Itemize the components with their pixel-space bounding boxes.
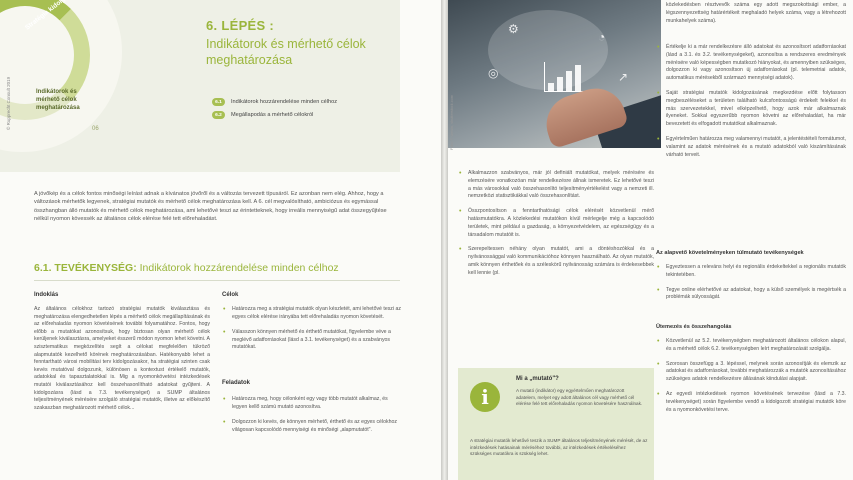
ring-number: 06 [92, 126, 99, 132]
info-footnote: A stratégiai mutatók lehetővé teszik a SUMP általános teljesítményének mérését, de az intézkedések hatásainak méréséhez további, az intézkedések értékeléséhez szükséges mutatókra is szükség lehet. [470, 438, 648, 457]
step-subtitle: Indikátorok és mérhető célok meghatározása [206, 37, 366, 67]
copyright: © Rupprecht Consult 2019 [6, 76, 11, 130]
justification-text: Az általános célokhoz tartozó stratégiai mutatók kiválasztása és meghatározása elengedhetetlen lépés a mérhető célok megállapításának és az előrehaladás nyomon követésének további folyamatához. Fontos, hogy előbb a mutatókat azonosítsuk, hogy biztosan olyan mérhető célok kerüljenek kiválasztásra, amelyeket ésszerű módon nyomon lehet követni. A szisztematikus megközelítés segít a célokat megfelelően tükröző alapmutatók kezelhető körének meghatározásában. Hatékonyabb lehet a fenntartható városi mobilitási terv kidolgozásakor, ha stratégiai szinten csak kevés mutatóval dolgozunk, különösen a kontextust értékelő mutatók, adatokkal és tapasztalatokkal is. Mig a nyomonkövetési intézkedések mutatói kiválasztásához kell összehasonlítható adatokat gyűjteni. A kidolgozásra (lásd a 7.3. tevékenységet) a SUMP általános teljesítményének mérésére szolgáló stratégiai mutatók, illetve az előkészítő szakaszban meghatározott mérhető célok... [34, 306, 210, 411]
goals-heading: Célok [222, 292, 239, 298]
trend-icon: ↗ [618, 70, 629, 84]
pie-chart-icon: ◔ [598, 30, 606, 44]
list-item: • Dolgozzon ki kevés, de könnyen mérhető, érthető és az egyes célokhoz világosan kapcsolódó mennyiségi és minőségi „alapmutatót". [222, 419, 402, 434]
book-gutter [441, 0, 448, 480]
list-item: • Összpontosítson a fenntarthatósági célok elérését közvetlenül mérő hatásmutatókra. A közlekedési mutatókon kívül mérlegelje még a kapcsolódó területek, mint például a gazdaság, a környezetvédelem, az egészségügy és a társadalom mutatóit is. [458, 208, 654, 239]
continued-text: közlekedésben résztvevők száma egy adott megszokottsági ember, a légszennyezettség határértékeit meghaladó helyek száma, vagy a létrehozott munkahelyek száma). [666, 2, 846, 24]
info-title: Mi a „mutató"? [516, 376, 559, 382]
activities-beyond-heading: Az alapvető követelményeken túlmutató tevékenységek [656, 250, 804, 256]
list-item: • Válasszon könnyen mérhető és érthető mutatókat, figyelembe véve a meglévő adatforrásokat (lásd a 3.1. tevékenységet) és a szabványos mutatókat. [222, 329, 402, 352]
justification-heading: Indoklás [34, 292, 59, 298]
list-item: • Értékelje ki a már rendelkezésre álló adatokat és azonosítsort adatforrásokat (lásd a 3.1. és 3.2. tevékenységeket), azonosítsa a rendszeres eredmények mérésére való képességben mutatkozó hiányokat, és amennyiben szükséges, dolgozzon ki vagy azonosítson új adatforrásokat (pl. telemetriai adatok, automatikus mérésekből származó mennyiségi adatok). [656, 44, 846, 83]
list-item: • Tegye online elérhetővé az adatokat, hogy a külső személyek is megértsék a problémák súlyosságát. [656, 287, 846, 303]
activity-number: 6.1 [212, 98, 225, 106]
info-body: A mutató (indikátor) egy egyértelműen meghatározott adatelem, melyet egy adott általános cél vagy mérhető cél elérése felé tett előrehaladás nyomon követésére használnak. [516, 388, 643, 407]
photo-credit: Fotó: © wewin, shutterstock.com [450, 95, 454, 150]
ring-sublabel: Indikátorok és mérhető célok meghatározása [36, 89, 80, 111]
step-title: 6. LÉPÉS : [206, 18, 275, 33]
list-item: • Egyértelműen határozza meg valamennyi mutatót, a jelentéstételi formátumot, valamint az adatok mérésének és a mutató adatokból való kiszámításának várható terveit. [656, 136, 846, 159]
list-item: • Közvetlenül az 5.2. tevékenységben meghatározott általános célokon alapul, és a mérhető célok 6.2. tevékenységben leírt meghatározását szolgálja. [656, 338, 846, 354]
list-item: • Alkalmazzon szabványos, már jól definiált mutatókat, melyek mérésére és elemzésére vonatkozóan már rendelkezésre állnak ismeretek. Ez lehetővé teszi a más városokkal való összehasonlító teljesítményértékelést vagy a nemzeti ill. nemzetközi statisztikákkal való összehasonlítást. [458, 170, 654, 201]
tasks-list [222, 396, 402, 442]
activity-number: 6.2 [212, 111, 225, 119]
gear-icon: ⚙ [508, 22, 519, 36]
activity-pill [212, 111, 313, 119]
indicator-guidance-list [458, 170, 654, 285]
list-item: • Határozza meg a stratégiai mutatók olyan készletét, ami lehetővé teszi az egyes célok elérése irányába tett előrehaladás nyomon követését. [222, 306, 402, 321]
target-icon: ◎ [488, 66, 499, 80]
intro-paragraph: A jövőkép és a célok fontos minőségi leírást adnak a kívánatos jövőről és a változás tervezett típusáról. Ez azonban nem elég. Ahhoz, hogy a változások mérhetők legyenek, stratégiai mutatók és mérhető célok meghatározása kell. A 6. cél megvalósítható, ambiciózus és egymással összhangban álló mutatók és mérhető célok meghatározása, ami lehetővé teszi az érintetteknek, hogy irreális mennyiségű adat összegyűjtése nélkül nyomon kövessék az általános célok elérése felé tett előrehaladást. [34, 191, 387, 223]
list-item: • Egyeztessen a releváns helyi és regionális érdekeltekkel a regionális mutatók tekintetében. [656, 264, 846, 280]
step-header [0, 0, 400, 172]
divider [34, 280, 400, 281]
task-continued-list [656, 44, 846, 166]
bar-chart-icon [544, 62, 584, 92]
info-box [458, 368, 654, 480]
activity-label: Megállapodás a mérhető célokról [231, 112, 314, 118]
activity-heading-text: Indikátorok hozzárendelése minden célhoz [136, 262, 339, 274]
list-item: • Az egyedi intézkedések nyomon követésének tervezése (lásd a 7.3. tevékenységet) során figyelembe vendő a kidolgozott stratégiai mutatók köre és a nyomonkövetési terve. [656, 391, 846, 414]
data-analysis-photo [448, 0, 661, 148]
activity-heading [34, 262, 339, 274]
list-item: • Határozza meg, hogy célonként egy vagy több mutatót alkalmaz, és legyen kellő számú mutató azonosítva. [222, 396, 402, 411]
activity-heading-number: 6.1. TEVÉKENYSÉG: [34, 262, 137, 274]
list-item: • Szerepeltessen néhány olyan mutatót, ami a döntéshozókkal és a nyilvánossággal való kommunikációhoz könnyen használható. Az olyan mutatók, amik könnyen érthetőek és a széleskörű nyilvánosság számára is érdekesebbek kell lennie (pl. [458, 246, 654, 277]
list-item: • Saját stratégiai mutatók kidolgozásának megkezdése előtt folytasson megbeszéléseket a területen található kulcsfontosságú érdekelt felekkel és más szervezetekkel, mivel elképzelhető, hogy azok már alkalmaznak ilyeneket. Sokkal egyszerűbb nyomon követni az előrehaladást, ha már bevezetett és elfogadott mutatókat alkalmaznak. [656, 90, 846, 129]
timing-list [656, 338, 846, 421]
timing-heading: Ütemezés és összehangolás [656, 324, 732, 330]
right-page [448, 0, 853, 480]
activity-label: Indikátorok hozzárendelése minden célhoz [231, 99, 338, 105]
activity-pill [212, 98, 337, 106]
goals-list [222, 306, 402, 360]
tasks-heading: Feladatok [222, 380, 251, 386]
list-item: • Szorosan összefügg a 3. lépéssel, melynek során azonosítják és elemzik az adatokat és adatforrásokat, további meghatározzák a mutatók azonosításához szükséges adatok rendelkezésre állásának kiindulási alapjait. [656, 361, 846, 384]
info-icon: i [470, 382, 500, 412]
activities-beyond-list [656, 264, 846, 309]
